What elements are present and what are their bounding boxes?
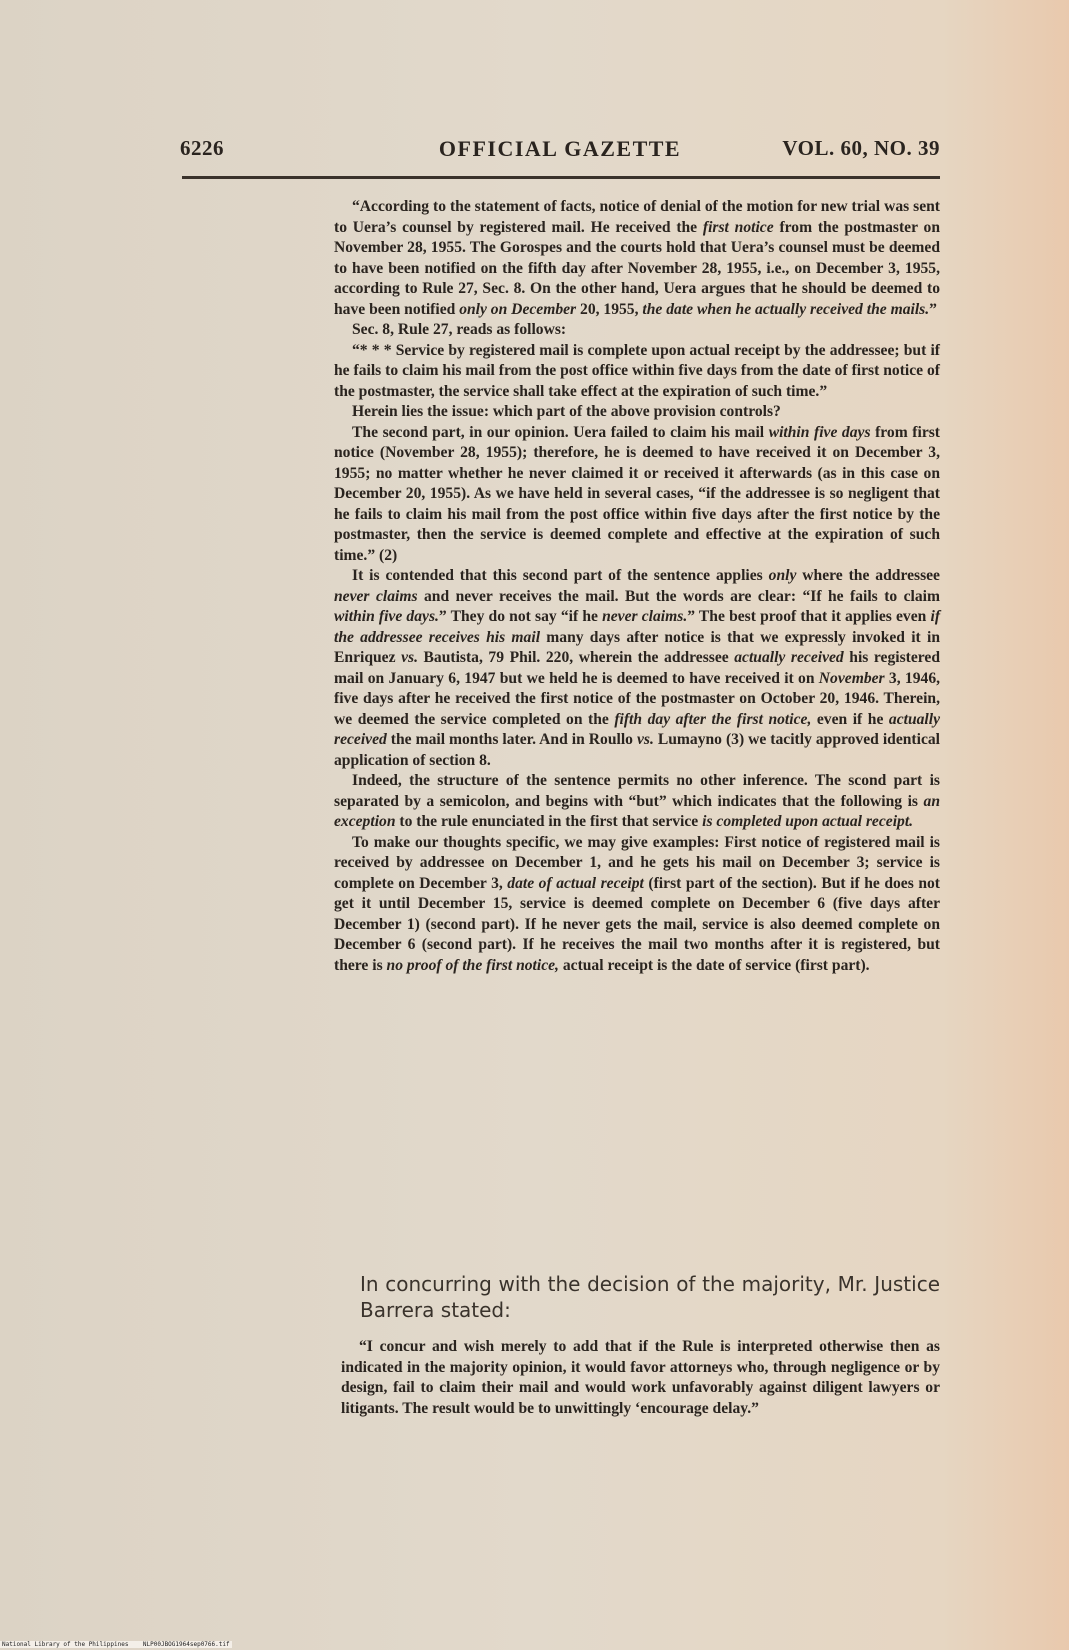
scan-footer bbox=[0, 1641, 232, 1648]
opinion-body bbox=[334, 197, 940, 976]
paragraph: “According to the statement of facts, notice of denial of the motion for new trial was sent to Uera’s counsel by registered mail. He received the first notice from the postmaster on November 28, 1955. The Gorospes and the courts hold that Uera’s counsel must be deemed to have been notified on the fifth day after November 28, 1955, i.e., on December 3, 1955, according to Rule 27, Sec. 8. On the other hand, Uera argues that he should be deemed to have been notified only on December 20, 1955, the date when he actually received the mails.” bbox=[334, 198, 940, 318]
paragraph: Herein lies the issue: which part of the above provision controls? bbox=[352, 403, 781, 420]
page-number: 6226 bbox=[180, 136, 224, 160]
paragraph: “I concur and wish merely to add that if the Rule is interpreted otherwise then as indicated in the majority opinion, it would favor attorneys who, through negligence or by design, fail to claim their mail and would work unfavorably against diligent lawyers or litigants. The result would be to unwittingly ‘encourage delay.” bbox=[341, 1338, 940, 1417]
publication-title: OFFICIAL GAZETTE bbox=[438, 136, 682, 161]
concurrence-heading: In concurring with the decision of the majority, Mr. Justice Barrera stated: bbox=[360, 1272, 940, 1322]
concurrence-quote bbox=[341, 1337, 940, 1419]
header-rule bbox=[182, 176, 940, 179]
library-name: National Library of the Philippines bbox=[2, 1641, 129, 1648]
page-header bbox=[180, 136, 940, 168]
paragraph: It is contended that this second part of the sentence applies only where the addressee never claims and never receives the mail. But the words are clear: “If he fails to claim within five days.” They do not say “if he never claims.” The best proof that it applies even if the addressee receives his mail many days after notice is that we expressly invoked it in Enriquez vs. Bautista, 79 Phil. 220, wherein the addressee actually received his registered mail on January 6, 1947 but we held he is deemed to have received it on November 3, 1946, five days after he received the first notice of the postmaster on October 20, 1946. Therein, we deemed the service completed on the fifth day after the first notice, even if he actually received the mail months later. And in Roullo vs. Lumayno (3) we tacitly approved identical application of section 8. bbox=[334, 567, 941, 769]
paragraph: To make our thoughts specific, we may give examples: First notice of registered mail is received by addressee on December 1, and he gets his mail on December 3; service is complete on December 3, date of actual receipt (first part of the section). But if he does not get it until December 15, service is deemed complete on December 6 (five days after December 1) (second part). If he never gets the mail, service is also deemed complete on December 6 (second part). If he receives the mail two months after it is registered, but there is no proof of the first notice, actual receipt is the date of service (first part). bbox=[334, 833, 940, 974]
paragraph: “* * * Service by registered mail is complete upon actual receipt by the addressee; but if he fails to claim his mail from the post office within five days from the date of first notice of the postmaster, the service shall take effect at the expiration of such time.” bbox=[334, 341, 940, 400]
volume-issue: VOL. 60, NO. 39 bbox=[782, 136, 940, 160]
paragraph: The second part, in our opinion. Uera failed to claim his mail within five days from first notice (November 28, 1955); therefore, he is deemed to have received it on December 3, 1955; no matter whether he never claimed it or received it afterwards (as in this case on December 20, 1955). As we have held in several cases, “if the addressee is so negligent that he fails to claim his mail from the post office within five days after the first notice by the postmaster, then the service is deemed complete and effective at the expiration of such time.” (2) bbox=[334, 423, 940, 564]
file-id: NLP00JBOG1964sep0766.tif bbox=[142, 1641, 230, 1648]
paragraph: Sec. 8, Rule 27, reads as follows: bbox=[352, 321, 567, 338]
paragraph: Indeed, the structure of the sentence permits no other inference. The scond part is separated by a semicolon, and begins with “but” which indicates that the following is an exception to the rule enunciated in the first that service is completed upon actual receipt. bbox=[334, 772, 940, 830]
